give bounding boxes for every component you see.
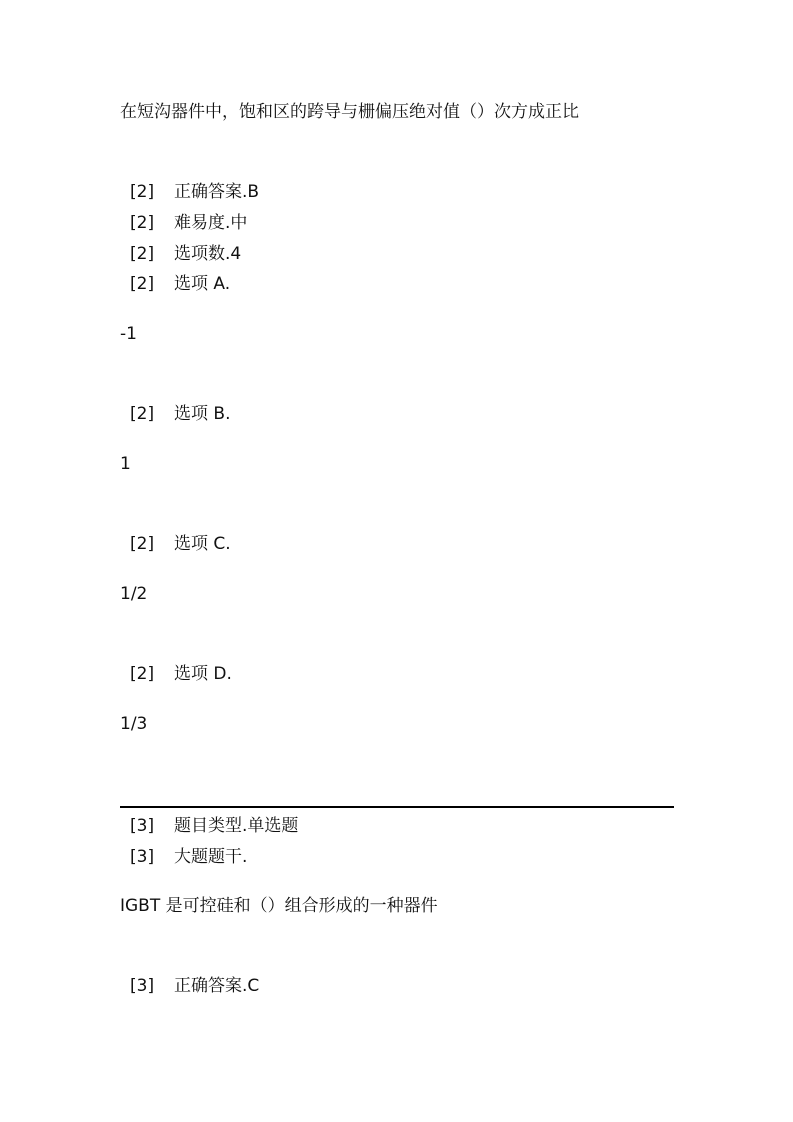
level-tag: [2] [130, 213, 155, 233]
meta-text: 题目类型.单选题 [174, 816, 299, 836]
q1-option-b-value: 1 [120, 454, 131, 474]
q1-option-a-label [130, 273, 230, 295]
meta-text: 大题题干. [174, 847, 248, 867]
meta-text: 选项数.4 [174, 244, 242, 264]
q2-section-stem-label [130, 846, 247, 868]
q1-correct-answer [130, 181, 259, 203]
q1-option-d-label [130, 663, 232, 685]
level-tag: [3] [130, 816, 155, 836]
meta-text: 选项 C. [174, 534, 231, 554]
q1-option-count [130, 243, 241, 265]
q1-option-d-value: 1/3 [120, 714, 148, 734]
level-tag: [2] [130, 182, 155, 202]
meta-text: 正确答案.C [174, 976, 260, 996]
level-tag: [3] [130, 847, 155, 867]
level-tag: [2] [130, 664, 155, 684]
section-divider [120, 806, 674, 808]
q2-correct-answer [130, 975, 259, 997]
meta-text: 正确答案.B [174, 182, 260, 202]
q2-question-type [130, 815, 298, 837]
q1-option-c-label [130, 533, 231, 555]
meta-text: 选项 D. [174, 664, 232, 684]
level-tag: [2] [130, 404, 155, 424]
question-1-stem: 在短沟器件中，饱和区的跨导与栅偏压绝对值（）次方成正比 [120, 102, 579, 122]
meta-text: 难易度.中 [174, 213, 248, 233]
level-tag: [2] [130, 244, 155, 264]
q1-option-c-value: 1/2 [120, 584, 148, 604]
q1-option-b-label [130, 403, 230, 425]
q1-difficulty [130, 212, 247, 234]
level-tag: [3] [130, 976, 155, 996]
level-tag: [2] [130, 274, 155, 294]
meta-text: 选项 B. [174, 404, 231, 424]
meta-text: 选项 A. [174, 274, 231, 294]
level-tag: [2] [130, 534, 155, 554]
question-2-stem: IGBT 是可控硅和（）组合形成的一种器件 [120, 896, 438, 916]
q1-option-a-value: -1 [120, 324, 137, 344]
